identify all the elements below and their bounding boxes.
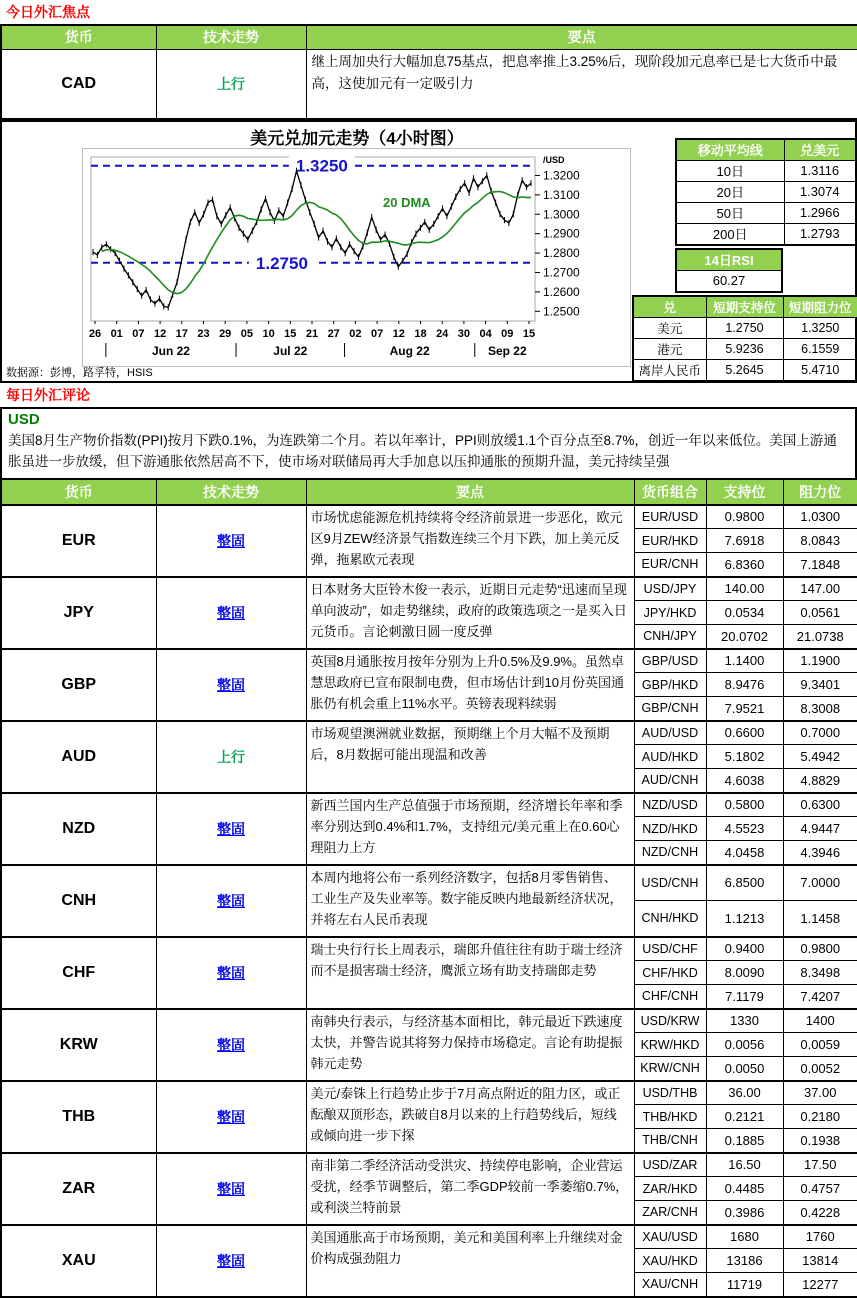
- support-value: 0.9800: [706, 505, 783, 529]
- sr-header-resistance: 短期阻力位: [783, 296, 857, 318]
- support-value: 0.5800: [706, 793, 783, 817]
- resistance-value: 1.1900: [783, 649, 857, 673]
- pair-label: XAU/HKD: [634, 1249, 706, 1273]
- moving-average-table: [675, 138, 857, 246]
- usdcad-chart-panel: [0, 120, 857, 383]
- resistance-value: 8.3498: [783, 961, 857, 985]
- currency-code: EUR: [1, 505, 156, 577]
- trend-label: 整固: [156, 649, 306, 721]
- pair-label: XAU/USD: [634, 1225, 706, 1249]
- support-value: 1.1400: [706, 649, 783, 673]
- support-value: 4.6038: [706, 769, 783, 793]
- pair-label: GBP/HKD: [634, 673, 706, 697]
- short-term-resistance: 6.1559: [783, 338, 857, 359]
- resistance-value: 12277: [783, 1273, 857, 1297]
- currency-code: XAU: [1, 1225, 156, 1297]
- resistance-value: 0.7000: [783, 721, 857, 745]
- svg-text:1.2800: 1.2800: [543, 245, 580, 260]
- focus-header-currency: 货币: [1, 25, 156, 50]
- pair-label: AUD/HKD: [634, 745, 706, 769]
- trend-label: 整固: [156, 1009, 306, 1081]
- sr-header-support: 短期支持位: [706, 296, 783, 318]
- month-label: Jun 22: [151, 343, 190, 358]
- currency-group-row: [1, 1009, 857, 1033]
- trend-label: 上行: [156, 721, 306, 793]
- main-header-resistance: 阻力位: [783, 479, 857, 505]
- key-points: 瑞士央行行长上周表示，瑞郎升值往往有助于瑞士经济而不是损害瑞士经济，鹰派立场有助支持瑞郎走势: [306, 937, 634, 1009]
- support-value: 0.0056: [706, 1033, 783, 1057]
- resistance-value: 147.00: [783, 577, 857, 601]
- pair-label: NZD/CNH: [634, 841, 706, 865]
- currency-code: AUD: [1, 721, 156, 793]
- key-points: 英国8月通胀按月按年分别为上升0.5%及9.9%。虽然卓慧思政府已宣布限制电费，但市场估计到10月份英国通胀仍有机会重上11%水平。英镑表现料续弱: [306, 649, 634, 721]
- x-tick-label: 12: [392, 327, 405, 340]
- support-value: 6.8500: [706, 865, 783, 901]
- daily-comment-table: [0, 478, 857, 1298]
- x-tick-label: 18: [414, 327, 427, 340]
- resistance-value: 9.3401: [783, 673, 857, 697]
- main-header-currency: 货币: [1, 479, 156, 505]
- support-value: 0.1885: [706, 1129, 783, 1153]
- x-tick-label: 29: [219, 327, 232, 340]
- resistance-value: 13814: [783, 1249, 857, 1273]
- pair-label: CHF/HKD: [634, 961, 706, 985]
- resistance-value: 1760: [783, 1225, 857, 1249]
- sr-row: [633, 338, 857, 359]
- support-value: 1680: [706, 1225, 783, 1249]
- pair-label: GBP/USD: [634, 649, 706, 673]
- chart-level-label: 1.3250: [295, 156, 348, 176]
- currency-code: ZAR: [1, 1153, 156, 1225]
- chart-level-label: 1.2750: [255, 253, 308, 273]
- trend-label: 上行: [156, 49, 306, 119]
- svg-text:1.3100: 1.3100: [543, 187, 580, 202]
- svg-text:1.2500: 1.2500: [543, 304, 580, 319]
- x-tick-label: 15: [284, 327, 297, 340]
- main-header-points: 要点: [306, 479, 634, 505]
- short-term-support: 1.2750: [706, 317, 783, 338]
- daily-section-title: 每日外汇评论: [6, 386, 90, 403]
- resistance-value: 7.0000: [783, 865, 857, 901]
- focus-header-trend: 技术走势: [156, 25, 306, 50]
- support-value: 8.0090: [706, 961, 783, 985]
- short-term-support: 5.2645: [706, 359, 783, 381]
- resistance-value: 0.1938: [783, 1129, 857, 1153]
- focus-table: [0, 24, 857, 120]
- main-header-support: 支持位: [706, 479, 783, 505]
- currency-code: CAD: [1, 49, 156, 119]
- pair-label: NZD/HKD: [634, 817, 706, 841]
- support-value: 11719: [706, 1273, 783, 1297]
- support-value: 1.1213: [706, 901, 783, 937]
- resistance-value: 0.9800: [783, 937, 857, 961]
- currency-group-row: [1, 1153, 857, 1177]
- svg-text:1.2700: 1.2700: [543, 265, 580, 280]
- resistance-value: 4.3946: [783, 841, 857, 865]
- support-value: 7.1179: [706, 985, 783, 1009]
- support-value: 0.9400: [706, 937, 783, 961]
- currency-group-row: [1, 865, 857, 901]
- pair-label: CNH/JPY: [634, 625, 706, 649]
- currency-group-row: [1, 1225, 857, 1249]
- pair-label: CNH/HKD: [634, 901, 706, 937]
- support-value: 0.2121: [706, 1105, 783, 1129]
- x-tick-label: 17: [175, 327, 188, 340]
- svg-text:1.3200: 1.3200: [543, 168, 580, 183]
- pair-label: USD/KRW: [634, 1009, 706, 1033]
- month-label: Sep 22: [487, 343, 527, 358]
- pair-label: NZD/USD: [634, 793, 706, 817]
- pair-label: ZAR/HKD: [634, 1177, 706, 1201]
- ma-row: [676, 202, 856, 223]
- resistance-value: 4.9447: [783, 817, 857, 841]
- ma-row: [676, 160, 856, 181]
- x-tick-label: 04: [479, 327, 492, 340]
- pair-label: JPY/HKD: [634, 601, 706, 625]
- x-tick-label: 27: [327, 327, 340, 340]
- currency-group-row: [1, 577, 857, 601]
- usd-comment-box: [0, 407, 857, 478]
- trend-label: 整固: [156, 865, 306, 937]
- key-points: 市场忧虑能源危机持续将令经济前景进一步恶化，欧元区9月ZEW经济景气指数连续三个月下跌，加上美元反弹，拖累欧元表现: [306, 505, 634, 577]
- support-value: 7.6918: [706, 529, 783, 553]
- support-value: 0.4485: [706, 1177, 783, 1201]
- x-tick-label: 10: [262, 327, 275, 340]
- resistance-value: 37.00: [783, 1081, 857, 1105]
- chart-title: 美元兑加元走势（4小时图）: [250, 128, 464, 148]
- short-term-resistance: 5.4710: [783, 359, 857, 381]
- key-points: 南韩央行表示，与经济基本面相比，韩元最近下跌速度太快，并警告说其将努力保持市场稳定。言论有助提振韩元走势: [306, 1009, 634, 1081]
- resistance-value: 1.1458: [783, 901, 857, 937]
- pair-label: KRW/CNH: [634, 1057, 706, 1081]
- x-tick-label: 07: [370, 327, 384, 340]
- pair-label: USD/CNH: [634, 865, 706, 901]
- support-value: 0.6600: [706, 721, 783, 745]
- resistance-value: 0.4228: [783, 1201, 857, 1225]
- usd-comment-text: 美国8月生产物价指数(PPI)按月下跌0.1%，为连跌第二个月。若以年率计，PPI则放缓1.1个百分点至8.7%，创近一年以来低位。美国上游通胀虽进一步放缓，但下游通胀依然居高不下，使市场对联储局再大手加息以压抑通胀的预期升温，美元持续呈强: [8, 432, 837, 470]
- resistance-value: 4.8829: [783, 769, 857, 793]
- data-source: 数据源：彭博，路孚特，HSIS: [6, 366, 153, 379]
- currency-group-row: [1, 937, 857, 961]
- pair-label: THB/CNH: [634, 1129, 706, 1153]
- support-value: 16.50: [706, 1153, 783, 1177]
- pair-label: USD/ZAR: [634, 1153, 706, 1177]
- x-tick-label: 23: [197, 327, 210, 340]
- short-term-resistance: 1.3250: [783, 317, 857, 338]
- ma-value: 1.3074: [784, 181, 856, 202]
- trend-label: 整固: [156, 1225, 306, 1297]
- key-points: 美国通胀高于市场预期，美元和美国利率上升继续对金价构成强劲阻力: [306, 1225, 634, 1297]
- support-value: 8.9476: [706, 673, 783, 697]
- currency-code: GBP: [1, 649, 156, 721]
- resistance-value: 0.6300: [783, 793, 857, 817]
- x-tick-label: 01: [110, 327, 123, 340]
- resistance-value: 1.0300: [783, 505, 857, 529]
- currency-code: KRW: [1, 1009, 156, 1081]
- svg-text:1.2600: 1.2600: [543, 284, 580, 299]
- pair-label: USD/THB: [634, 1081, 706, 1105]
- currency-code: NZD: [1, 793, 156, 865]
- ma-value: 1.2966: [784, 202, 856, 223]
- support-value: 1330: [706, 1009, 783, 1033]
- focus-row: [1, 49, 857, 119]
- currency-group-row: [1, 721, 857, 745]
- currency-group-row: [1, 505, 857, 529]
- key-points: 市场观望澳洲就业数据，预期继上个月大幅不及预期后，8月数据可能出现温和改善: [306, 721, 634, 793]
- key-points: 新西兰国内生产总值强于市场预期，经济增长年率和季率分别达到0.4%和1.7%，支持纽元/美元重上在0.60心理阻力上方: [306, 793, 634, 865]
- support-value: 36.00: [706, 1081, 783, 1105]
- resistance-value: 8.0843: [783, 529, 857, 553]
- pair-label: CHF/CNH: [634, 985, 706, 1009]
- key-points: 日本财务大臣铃木俊一表示，近期日元走势“迅速而呈现单向波动”，如走势继续，政府的政策选项之一是买入日元货币。言论刺激日圆一度反弹: [306, 577, 634, 649]
- ma-value: 1.2793: [784, 223, 856, 245]
- resistance-value: 0.0052: [783, 1057, 857, 1081]
- support-value: 6.8360: [706, 553, 783, 577]
- resistance-value: 8.3008: [783, 697, 857, 721]
- resistance-value: 0.2180: [783, 1105, 857, 1129]
- pair-label: ZAR/CNH: [634, 1201, 706, 1225]
- x-tick-label: 30: [457, 327, 471, 340]
- pair-label: EUR/USD: [634, 505, 706, 529]
- x-tick-label: 05: [240, 327, 254, 340]
- chart-unit-label: /USD: [543, 154, 565, 165]
- month-label: Aug 22: [389, 343, 430, 358]
- support-value: 5.1802: [706, 745, 783, 769]
- pair-label: AUD/USD: [634, 721, 706, 745]
- currency-code: JPY: [1, 577, 156, 649]
- usd-code: USD: [8, 410, 40, 428]
- pair-label: EUR/CNH: [634, 553, 706, 577]
- currency-code: THB: [1, 1081, 156, 1153]
- trend-label: 整固: [156, 793, 306, 865]
- sr-currency: 港元: [633, 338, 706, 359]
- svg-text:1.2900: 1.2900: [543, 226, 580, 241]
- rsi-header: 14日RSI: [676, 249, 782, 271]
- main-header-trend: 技术走势: [156, 479, 306, 505]
- support-value: 140.00: [706, 577, 783, 601]
- x-tick-label: 26: [88, 327, 102, 340]
- key-points: 南非第二季经济活动受洪灾、持续停电影响，企业营运受扰，经季节调整后，第二季GDP较前一季萎缩0.7%，或利淡兰特前景: [306, 1153, 634, 1225]
- usdcad-chart-svg: [83, 149, 628, 364]
- x-tick-label: 07: [132, 327, 145, 340]
- support-value: 13186: [706, 1249, 783, 1273]
- focus-header-points: 要点: [306, 25, 857, 50]
- rsi-value: 60.27: [676, 270, 782, 292]
- ma-period: 10日: [676, 160, 784, 181]
- trend-label: 整固: [156, 1153, 306, 1225]
- currency-group-row: [1, 1081, 857, 1105]
- currency-code: CNH: [1, 865, 156, 937]
- ma-period: 200日: [676, 223, 784, 245]
- trend-label: 整固: [156, 937, 306, 1009]
- currency-group-row: [1, 649, 857, 673]
- x-tick-label: 24: [436, 327, 449, 340]
- sr-currency: 美元: [633, 317, 706, 338]
- ma-row: [676, 223, 856, 245]
- pair-label: USD/CHF: [634, 937, 706, 961]
- resistance-value: 7.4207: [783, 985, 857, 1009]
- key-points: 美元/泰铢上行趋势止步于7月高点附近的阻力区，或正酝酿双顶形态，跌破自8月以来的上行趋势线后，短线或倾向进一步下探: [306, 1081, 634, 1153]
- trend-label: 整固: [156, 505, 306, 577]
- support-value: 0.0534: [706, 601, 783, 625]
- resistance-value: 21.0738: [783, 625, 857, 649]
- x-tick-label: 09: [501, 327, 514, 340]
- ma-period: 50日: [676, 202, 784, 223]
- sr-currency: 离岸人民币: [633, 359, 706, 381]
- currency-code: CHF: [1, 937, 156, 1009]
- rsi-table: [675, 248, 783, 293]
- resistance-value: 0.0561: [783, 601, 857, 625]
- pair-label: USD/JPY: [634, 577, 706, 601]
- support-value: 7.9521: [706, 697, 783, 721]
- resistance-value: 0.0059: [783, 1033, 857, 1057]
- focus-section-title: 今日外汇焦点: [6, 4, 90, 20]
- pair-label: KRW/HKD: [634, 1033, 706, 1057]
- month-label: Jul 22: [273, 343, 308, 358]
- pair-label: XAU/CNH: [634, 1273, 706, 1297]
- short-term-support: 5.9236: [706, 338, 783, 359]
- dma-label: 20 DMA: [383, 194, 431, 210]
- support-value: 20.0702: [706, 625, 783, 649]
- support-value: 4.5523: [706, 817, 783, 841]
- ma-value: 1.3116: [784, 160, 856, 181]
- x-tick-label: 12: [153, 327, 167, 340]
- pair-label: GBP/CNH: [634, 697, 706, 721]
- support-value: 0.0050: [706, 1057, 783, 1081]
- resistance-value: 5.4942: [783, 745, 857, 769]
- key-points: 本周内地将公布一系列经济数字，包括8月零售销售、工业生产及失业率等。数字能反映内地最新经济状况，并将左右人民币表现: [306, 865, 634, 937]
- sr-row: [633, 359, 857, 381]
- usdcad-chart: [82, 148, 631, 367]
- pair-label: AUD/CNH: [634, 769, 706, 793]
- key-points: 继上周加央行大幅加息75基点，把息率推上3.25%后，现阶段加元息率已是七大货币中最高，这使加元有一定吸引力: [306, 49, 857, 119]
- currency-group-row: [1, 793, 857, 817]
- sr-row: [633, 317, 857, 338]
- ma-header: 移动平均线: [676, 139, 784, 161]
- resistance-value: 1400: [783, 1009, 857, 1033]
- pair-label: EUR/HKD: [634, 529, 706, 553]
- trend-label: 整固: [156, 1081, 306, 1153]
- svg-text:1.3000: 1.3000: [543, 207, 580, 222]
- resistance-value: 17.50: [783, 1153, 857, 1177]
- support-value: 4.0458: [706, 841, 783, 865]
- x-tick-label: 21: [305, 327, 319, 340]
- main-header-pair: 货币组合: [634, 479, 706, 505]
- x-tick-label: 15: [522, 327, 536, 340]
- resistance-value: 7.1848: [783, 553, 857, 577]
- support-resistance-table: [632, 295, 857, 382]
- pair-label: THB/HKD: [634, 1105, 706, 1129]
- support-value: 0.3986: [706, 1201, 783, 1225]
- resistance-value: 0.4757: [783, 1177, 857, 1201]
- x-tick-label: 02: [349, 327, 362, 340]
- ma-period: 20日: [676, 181, 784, 202]
- sr-header-vs: 兑: [633, 296, 706, 318]
- ma-vs-usd-header: 兑美元: [784, 139, 856, 161]
- trend-label: 整固: [156, 577, 306, 649]
- ma-row: [676, 181, 856, 202]
